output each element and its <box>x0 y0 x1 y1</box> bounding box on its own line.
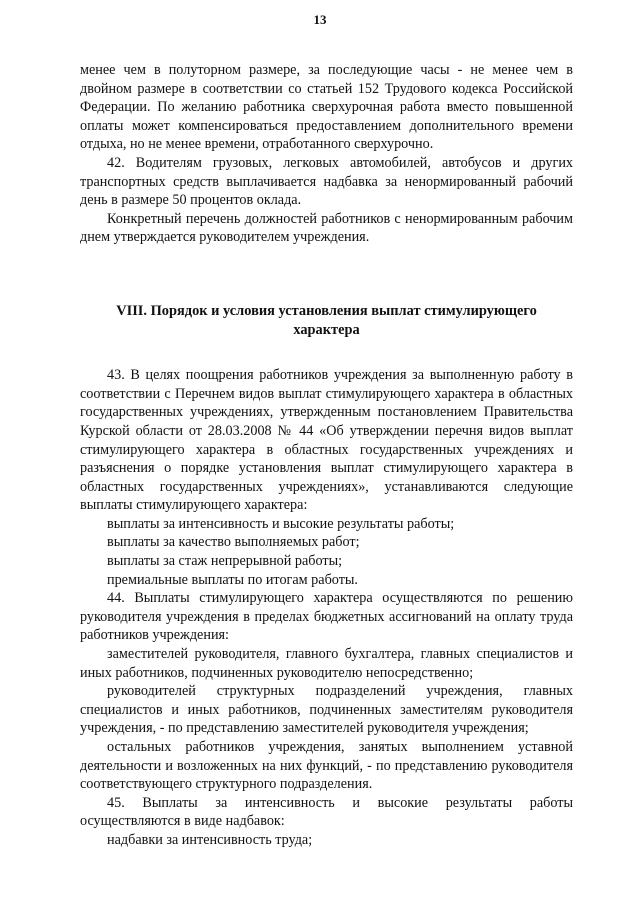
paragraph: Конкретный перечень должностей работников с ненормированным рабочим днем утверждается руководителем учреждения. <box>80 210 573 246</box>
paragraph: 42. Водителям грузовых, легковых автомобилей, автобусов и других транспортных средств выплачивается надбавка за ненормированный рабочий день в размере 50 процентов оклада. <box>80 154 573 209</box>
list-item: выплаты за интенсивность и высокие результаты работы; <box>107 515 455 532</box>
list-item: надбавки за интенсивность труда; <box>107 831 313 848</box>
list-item: выплаты за стаж непрерывной работы; <box>107 553 343 570</box>
list-item: остальных работников учреждения, занятых выполнением уставной деятельности и возложенных на них функций, - по представлению руководителя соответствующего структурного подразделения. <box>80 739 573 793</box>
list-item: выплаты за качество выполняемых работ; <box>107 534 360 551</box>
paragraph: менее чем в полуторном размере, за последующие часы - не менее чем в двойном размере в соответствии со статьей 152 Трудового кодекса Российской Федерации. По желанию работника сверхурочная работа вместо повышенной оплаты может компенсироваться предоставлением дополнительного времени отдыха, но не менее времени, отработанного сверхурочно. <box>80 62 573 153</box>
paragraph: 44. Выплаты стимулирующего характера осуществляются по решению руководителя учреждения в пределах бюджетных ассигнований на оплату труда работников учреждения: <box>80 590 573 644</box>
page-number: 13 <box>313 12 327 27</box>
list-item: заместителей руководителя, главного бухгалтера, главных специалистов и иных работников, подчиненных руководителю непосредственно; <box>80 646 573 681</box>
paragraphs-before-section <box>80 61 573 247</box>
paragraph: 45. Выплаты за интенсивность и высокие результаты работы осуществляются в виде надбавок: <box>80 794 573 830</box>
document-body <box>80 61 573 850</box>
list-item: премиальные выплаты по итогам работы. <box>107 571 358 588</box>
section-heading: VIII. Порядок и условия установления выплат стимулирующего характера <box>116 302 537 338</box>
paragraph: 43. В целях поощрения работников учреждения за выполненную работу в соответствии с Перечнем видов выплат стимулирующего характера в областных государственных учреждениях, утвержденным постановлением Правительства Курской области от 28.03.2008 № 44 «Об утверждении перечня видов выплат стимулирующего характера в областных государственных учреждениях и разъяснения о порядке установления выплат стимулирующего характера в областных государственных учреждениях», устанавливаются следующие выплаты стимулирующего характера: <box>80 367 573 514</box>
paragraphs-after-section <box>80 366 573 849</box>
list-item: руководителей структурных подразделений учреждения, главных специалистов и иных работников, подчиненных заместителям руководителя учреждения, - по представлению заместителей руководителя учреждения; <box>80 683 573 737</box>
